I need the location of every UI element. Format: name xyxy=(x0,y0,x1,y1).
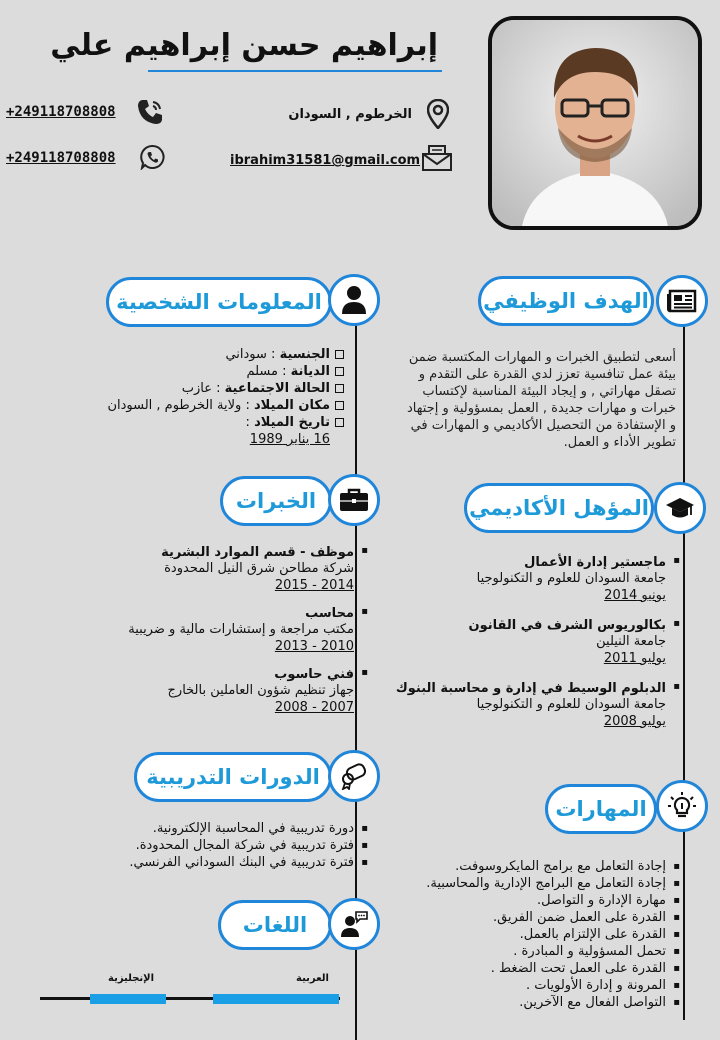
experience-company: مكتب مراجعة و إستشارات مالية و ضريبية xyxy=(128,622,354,637)
education-date: يونيو 2014 xyxy=(604,588,666,603)
profile-photo xyxy=(488,16,702,230)
phone-link[interactable]: +249118708808 xyxy=(6,104,116,120)
education-item: ▪ بكالوريوس الشرف في القانون جامعة النيلين يوليو 2011 xyxy=(360,618,680,667)
course-item: ▪ دورة تدريبية في المحاسبة الإلكترونية. xyxy=(108,820,368,837)
experience-role: فني حاسوب xyxy=(274,667,354,682)
whatsapp-icon xyxy=(138,142,168,172)
newspaper-icon xyxy=(656,275,708,327)
experience-period: 2007 - 2008 xyxy=(274,700,354,715)
briefcase-icon xyxy=(328,474,380,526)
skills-title: المهارات xyxy=(545,784,657,834)
personal-title: المعلومات الشخصية xyxy=(106,277,332,327)
personal-info-list xyxy=(84,346,344,448)
checkbox-icon xyxy=(335,401,344,410)
education-degree: بكالوريوس الشرف في القانون xyxy=(468,618,666,633)
skill-item: ▪ المرونة و إدارة الأولويات . xyxy=(380,977,680,994)
lightbulb-icon xyxy=(656,780,708,832)
skill-item: ▪ مهارة الإدارة و التواصل. xyxy=(380,892,680,909)
education-school: جامعة السودان للعلوم و التكنولوجيا xyxy=(476,697,666,712)
experience-list xyxy=(108,545,368,716)
skill-item: ▪ التواصل الفعال مع الآخرين. xyxy=(380,994,680,1011)
full-name: إبراهيم حسن إبراهيم علي xyxy=(50,28,438,63)
experience-company: جهاز تنظيم شؤون العاملين بالخارج xyxy=(167,683,354,698)
name-underline xyxy=(148,70,442,72)
phone-icon xyxy=(134,96,166,128)
skill-item: ▪ القدرة على العمل ضمن الفريق. xyxy=(380,909,680,926)
right-timeline xyxy=(683,300,685,1020)
education-item: ▪ ماجستير إدارة الأعمال جامعة السودان للعلوم و التكنولوجيا يونيو 2014 xyxy=(360,555,680,604)
whatsapp-link[interactable]: +249118708808 xyxy=(6,150,116,166)
person-icon xyxy=(328,274,380,326)
experience-item: ▪ محاسب مكتب مراجعة و إستشارات مالية و ضريبية 2010 - 2013 xyxy=(108,606,368,655)
personal-item: الديانة : مسلم xyxy=(84,363,344,380)
checkbox-icon xyxy=(335,418,344,427)
experience-role: محاسب xyxy=(305,606,354,621)
course-item: ▪ فترة تدريبية في البنك السوداني الفرنسي. xyxy=(108,854,368,871)
experience-title: الخبرات xyxy=(220,476,332,526)
language-level-bar-arabic xyxy=(213,994,339,1004)
skill-item: ▪ تحمل المسؤولية و المبادرة . xyxy=(380,943,680,960)
education-degree: ماجستير إدارة الأعمال xyxy=(524,555,666,570)
location-pin-icon xyxy=(424,98,452,130)
skills-list xyxy=(380,858,680,1011)
personal-item: الحالة الاجتماعية : عازب xyxy=(84,380,344,397)
experience-item: ▪ فني حاسوب جهاز تنظيم شؤون العاملين بالخارج 2007 - 2008 xyxy=(108,667,368,716)
objective-text: أسعى لتطبيق الخبرات و المهارات المكتسبة ضمن بيئة عمل تنافسية تعزز لدي القدرة على التقدم و تصقل مهاراتي , و إيجاد البيئة المناسبة لإكتساب خبرات و مهارات جديدة , العمل بمسؤولية و إجتهاد و الإستفادة من التحصيل الأكاديمي و المهارات في تطوير الأداء و العمل. xyxy=(407,350,676,450)
languages-title: اللغات xyxy=(218,900,332,950)
speaker-icon xyxy=(328,898,380,950)
language-level-bar-english xyxy=(90,994,166,1004)
education-date: يوليو 2011 xyxy=(603,651,666,666)
email-link[interactable]: ibrahim31581@gmail.com xyxy=(230,153,421,168)
experience-period: 2014 - 2015 xyxy=(274,578,354,593)
personal-item: مكان الميلاد : ولاية الخرطوم , السودان xyxy=(84,397,344,414)
education-school: جامعة السودان للعلوم و التكنولوجيا xyxy=(476,571,666,586)
language-name: العربية xyxy=(296,973,329,984)
objective-title: الهدف الوظيفي xyxy=(478,276,654,326)
portrait-image xyxy=(492,20,698,226)
personal-item: تاريخ الميلاد : xyxy=(84,414,344,431)
birth-date: 16 يناير 1989 xyxy=(249,432,330,447)
education-date: يوليو 2008 xyxy=(603,714,666,729)
experience-role: موظف - قسم الموارد البشرية xyxy=(161,545,354,560)
experience-company: شركة مطاحن شرق النيل المحدودة xyxy=(164,561,354,576)
skill-item: ▪ إجادة التعامل مع البرامج الإدارية والمحاسبية. xyxy=(380,875,680,892)
education-title: المؤهل الأكاديمي xyxy=(464,483,654,533)
graduation-cap-icon xyxy=(654,482,706,534)
education-degree: الدبلوم الوسيط في إدارة و محاسبة البنوك xyxy=(395,681,666,696)
courses-title: الدورات التدريبية xyxy=(134,752,332,802)
certificate-icon xyxy=(328,750,380,802)
location-text: الخرطوم , السودان xyxy=(288,107,412,122)
language-name: الإنجليزية xyxy=(108,973,155,984)
course-item: ▪ فترة تدريبية في شركة المجال المحدودة. xyxy=(108,837,368,854)
experience-period: 2010 - 2013 xyxy=(274,639,354,654)
checkbox-icon xyxy=(335,384,344,393)
education-list xyxy=(360,555,680,730)
education-school: جامعة النيلين xyxy=(596,634,666,649)
skill-item: ▪ إجادة التعامل مع برامج المايكروسوفت. xyxy=(380,858,680,875)
personal-item: الجنسية : سوداني xyxy=(84,346,344,363)
checkbox-icon xyxy=(335,367,344,376)
courses-list xyxy=(108,820,368,871)
skill-item: ▪ القدرة على العمل تحت الضغط . xyxy=(380,960,680,977)
education-item: ▪ الدبلوم الوسيط في إدارة و محاسبة البنوك جامعة السودان للعلوم و التكنولوجيا يوليو 2008 xyxy=(360,681,680,730)
skill-item: ▪ القدرة على الإلتزام بالعمل. xyxy=(380,926,680,943)
experience-item: ▪ موظف - قسم الموارد البشرية شركة مطاحن شرق النيل المحدودة 2014 - 2015 xyxy=(108,545,368,594)
envelope-icon xyxy=(420,142,454,174)
checkbox-icon xyxy=(335,350,344,359)
